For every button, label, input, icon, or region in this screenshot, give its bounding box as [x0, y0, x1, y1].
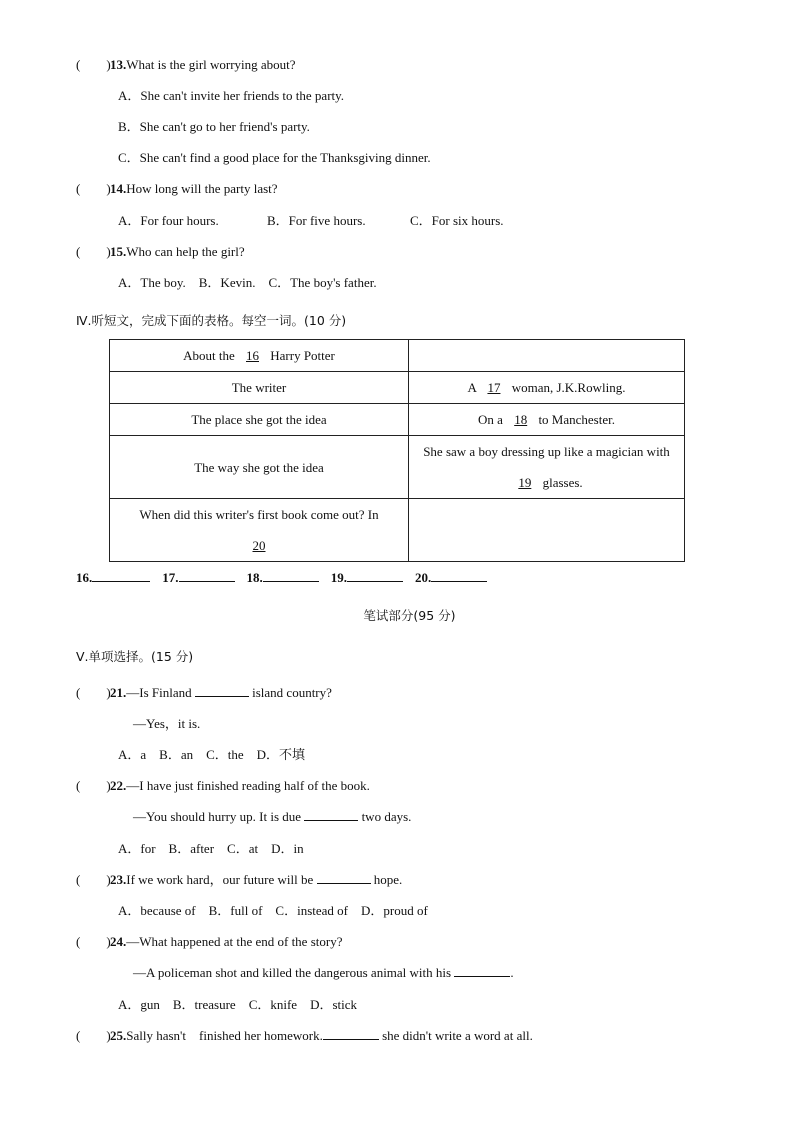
table-cell: When did this writer's first book come out? In 20 — [110, 499, 409, 562]
question-text: What is the girl worrying about? — [126, 57, 296, 72]
question-number: 15. — [110, 244, 127, 259]
fill-blank[interactable] — [454, 976, 510, 977]
reply-22: —You should hurry up. It is due two days. — [133, 809, 412, 824]
question-21: ( )21.—Is Finland island country? — [76, 685, 332, 700]
answer-blank-19[interactable] — [347, 581, 403, 582]
table-cell: The writer — [110, 372, 409, 404]
blank-18[interactable]: 18 — [514, 412, 528, 427]
question-13 — [76, 57, 296, 73]
table-cell: A 17 woman, J.K.Rowling. — [409, 372, 685, 404]
option-13a: A．She can't invite her friends to the party. — [118, 88, 345, 103]
blank-16[interactable]: 16 — [246, 348, 259, 363]
reply-21: —Yes，it is. — [133, 716, 201, 731]
listening-table — [109, 339, 685, 562]
answer-blank-16[interactable] — [92, 581, 150, 582]
question-text: Who can help the girl? — [126, 244, 245, 259]
blank-17[interactable]: 17 — [487, 380, 501, 395]
question-22: ( )22.—I have just finished reading half of the book. — [76, 778, 370, 793]
table-cell: About the 16 Harry Potter — [110, 340, 409, 372]
answer-paren[interactable]: ( ) — [76, 934, 111, 949]
answer-row: 16. 17. 18. 19. 20. — [76, 570, 487, 586]
options-23: A．because of B．full of C．instead of D．proud of — [118, 903, 428, 918]
answer-paren[interactable]: ( ) — [76, 778, 111, 793]
answer-paren[interactable]: ( ) — [76, 685, 111, 700]
fill-blank[interactable] — [317, 883, 371, 884]
option-13b: B．She can't go to her friend's party. — [118, 119, 310, 134]
option-14c: C．For six hours. — [410, 213, 504, 228]
question-14 — [76, 181, 278, 197]
question-23: ( )23.If we work hard，our future will be hope. — [76, 872, 403, 887]
table-cell: The place she got the idea — [110, 404, 409, 436]
section-4-heading: Ⅳ.听短文，完成下面的表格。每空一词。(10 分) — [76, 313, 347, 328]
table-cell: On a 18 to Manchester. — [409, 404, 685, 436]
fill-blank[interactable] — [323, 1039, 379, 1040]
question-number: 14. — [110, 181, 127, 196]
written-part-title: 笔试部分(95 分) — [363, 608, 456, 623]
table-cell — [409, 340, 685, 372]
option-14b: B．For five hours. — [267, 213, 366, 228]
answer-blank-17[interactable] — [179, 581, 235, 582]
fill-blank[interactable] — [195, 696, 249, 697]
table-cell — [409, 499, 685, 562]
option-13c: C．She can't find a good place for the Thanksgiving dinner. — [118, 150, 431, 165]
answer-paren[interactable]: ( ) — [76, 244, 111, 259]
answer-paren[interactable]: ( ) — [76, 1028, 111, 1043]
option-14a: A．For four hours. — [118, 213, 219, 228]
answer-paren[interactable]: ( ) — [76, 181, 111, 196]
fill-blank[interactable] — [304, 820, 358, 821]
answer-paren[interactable]: ( ) — [76, 872, 111, 887]
question-number: 13. — [110, 57, 127, 72]
section-5-heading: Ⅴ.单项选择。(15 分) — [76, 649, 194, 664]
options-21: A．a B．an C．the D．不填 — [118, 747, 306, 762]
answer-paren[interactable]: ( ) — [76, 57, 111, 72]
answer-blank-20[interactable] — [431, 581, 487, 582]
options-15: A．The boy. B．Kevin. C．The boy's father. — [118, 275, 377, 290]
question-15 — [76, 244, 245, 260]
reply-24: —A policeman shot and killed the dangerous animal with his . — [133, 965, 514, 980]
blank-20[interactable]: 20 — [252, 538, 266, 553]
table-cell: She saw a boy dressing up like a magician with 19 glasses. — [409, 436, 685, 499]
question-text: How long will the party last? — [126, 181, 278, 196]
blank-19[interactable]: 19 — [518, 475, 532, 490]
question-25: ( )25.Sally hasn't finished her homework. she didn't write a word at all. — [76, 1028, 533, 1043]
options-22: A．for B．after C．at D．in — [118, 841, 304, 856]
question-24: ( )24.—What happened at the end of the story? — [76, 934, 343, 949]
answer-blank-18[interactable] — [263, 581, 319, 582]
options-24: A．gun B．treasure C．knife D．stick — [118, 997, 358, 1012]
table-cell: The way she got the idea — [110, 436, 409, 499]
